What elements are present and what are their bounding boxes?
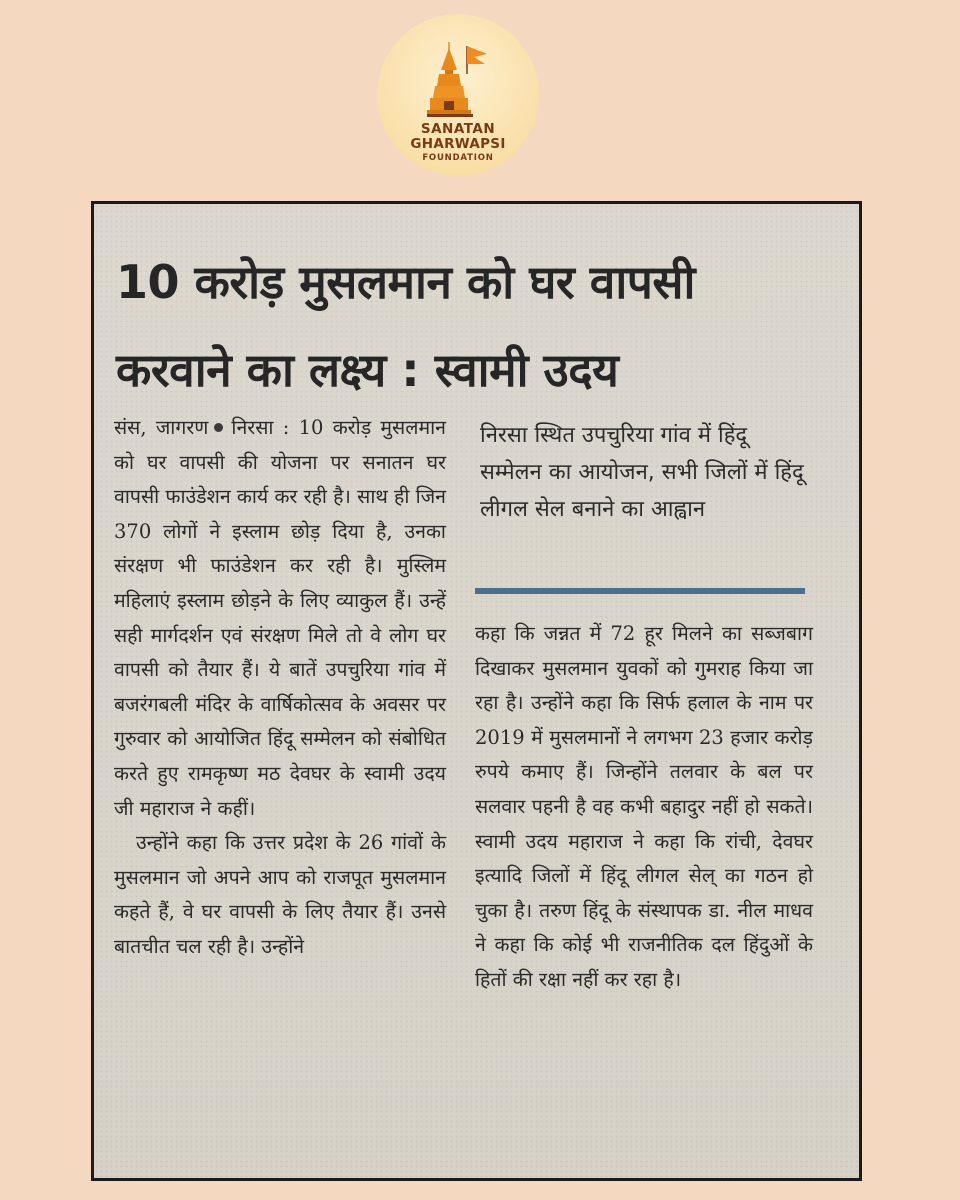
newspaper-clipping — [91, 201, 862, 1181]
right-column — [475, 617, 813, 998]
article-headline — [116, 238, 846, 414]
dateline-place: निरसा : — [231, 416, 290, 439]
right-paragraph: कहा कि जन्नत में 72 हूर मिलने का सब्जबाग दिखाकर मुसलमान युवकों को गुमराह किया जा रहा है। उन्होंने कहा कि सिर्फ हलाल के नाम पर 2019 में मुसलमानों ने लगभग 23 हजार करोड़ रुपये कमाए हैं। जिन्होंने तलवार के बल पर सलवार पहनी है वह कभी बहादुर नहीं हो सकते। स्वामी उदय महाराज ने कहा कि रांची, देवघर इत्यादि जिलों में हिंदू लीगल सेल् का गठन हो चुका है। तरुण हिंदू के संस्थापक डा. नील माधव ने कहा कि कोई भी राजनीतिक दल हिंदुओं के हितों की रक्षा नहीं कर रहा है। — [475, 622, 813, 991]
foundation-logo — [377, 14, 539, 176]
left-paragraph-1-text: 10 करोड़ मुसलमान को घर वापसी की योजना पर सनातन घर वापसी फाउंडेशन कार्य कर रही है। साथ ही जिन 370 लोगों ने इस्लाम छोड़ दिया है, उनका संरक्षण भी फाउंडेशन कर रही है। मुस्लिम महिलाएं इस्लाम छोड़ने के लिए व्याकुल हैं। उन्हें सही मार्गदर्शन एवं संरक्षण मिले तो वे लोग घर वापसी को तैयार हैं। ये बातें उपचुरिया गांव में बजरंगबली मंदिर के वार्षिकोत्सव के अवसर पर गुरुवार को आयोजित हिंदू सम्मेलन को संबोधित करते हुए रामकृष्ण मठ देवघर के स्वामी उदय जी महाराज ने कहीं। — [114, 416, 446, 820]
logo-line-3: FOUNDATION — [422, 153, 494, 163]
article-subheading: निरसा स्थित उपचुरिया गांव में हिंदू सम्मेलन का आयोजन, सभी जिलों में हिंदू लीगल सेल बनाने का आह्वान — [480, 423, 804, 522]
logo-line-1: SANATAN — [420, 121, 496, 137]
temple-flag-icon — [427, 40, 491, 120]
subheading-divider — [475, 588, 805, 594]
headline-line-1: 10 करोड़ मुसलमान को घर वापसी — [116, 255, 695, 309]
left-paragraph-2: उन्होंने कहा कि उत्तर प्रदेश के 26 गांवों के मुसलमान जो अपने आप को राजपूत मुसलमान कहते हैं, वे घर वापसी के लिए तैयार हैं। उनसे बातचीत चल रही है। उन्होंने — [114, 831, 446, 958]
left-column — [114, 411, 446, 965]
left-paragraph-1 — [114, 411, 446, 826]
headline-line-2: करवाने का लक्ष्य : स्वामी उदय — [116, 343, 619, 397]
bullet-icon — [214, 423, 223, 432]
logo-line-2: GHARWAPSI — [410, 136, 506, 152]
dateline-source: संस, जागरण — [114, 416, 209, 439]
